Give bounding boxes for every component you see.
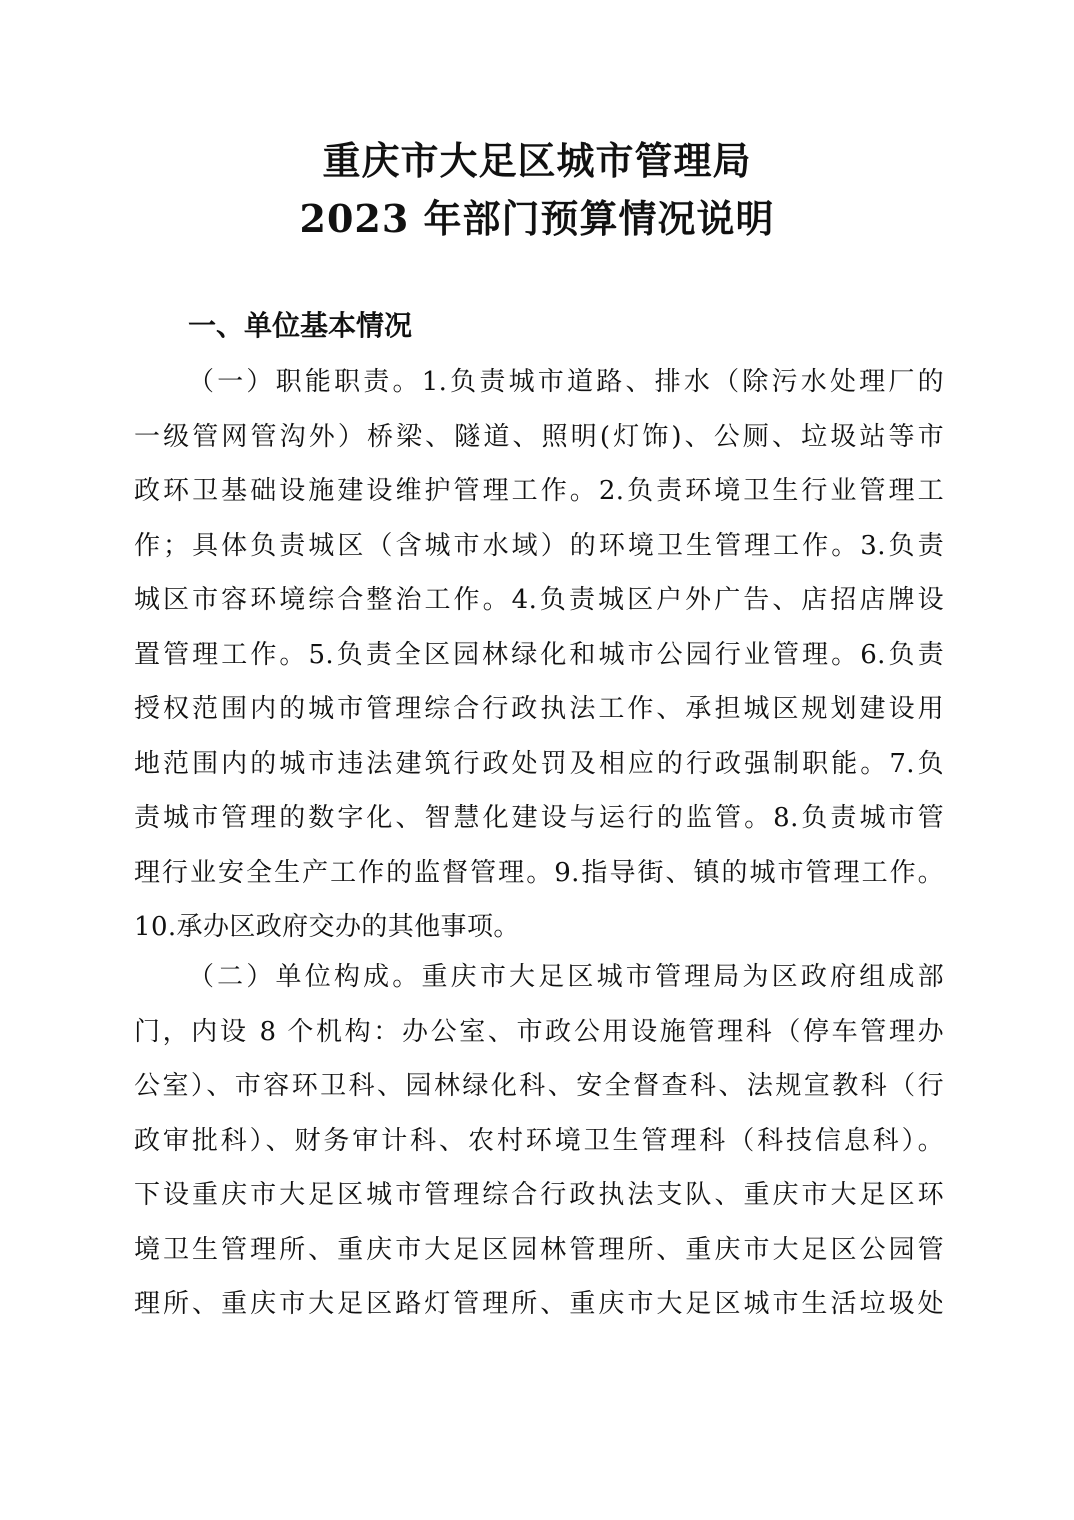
text-line: （一）职能职责。1.负责城市道路、排水（除污水处理厂的	[188, 367, 944, 397]
text-line: 责城市管理的数字化、智慧化建设与运行的监管。8.负责城市管	[134, 803, 944, 833]
paragraph-functions	[134, 355, 944, 955]
text-line: 门，内设 8 个机构：办公室、市政公用设施管理科（停车管理办	[134, 1016, 944, 1047]
section-heading: 一、单位基本情况	[188, 309, 413, 342]
text-line: 置管理工作。5.负责全区园林绿化和城市公园行业管理。6.负责	[134, 639, 944, 670]
text-line: 10.承办区政府交办的其他事项。	[134, 912, 520, 942]
text-line: 理所、重庆市大足区路灯管理所、重庆市大足区城市生活垃圾处	[134, 1289, 944, 1319]
paragraph-composition	[134, 950, 944, 1332]
title-line-1: 重庆市大足区城市管理局	[322, 138, 752, 183]
text-line: 授权范围内的城市管理综合行政执法工作、承担城区规划建设用	[134, 694, 944, 724]
text-line: 下设重庆市大足区城市管理综合行政执法支队、重庆市大足区环	[134, 1180, 944, 1210]
title-line-2: 2023 年部门预算情况说明	[299, 196, 775, 241]
text-line: 政环卫基础设施建设维护管理工作。2.负责环境卫生行业管理工	[134, 476, 944, 506]
text-line: 作；具体负责城区（含城市水域）的环境卫生管理工作。3.负责	[134, 530, 944, 561]
text-line: （二）单位构成。重庆市大足区城市管理局为区政府组成部	[188, 962, 944, 992]
text-line: 一级管网管沟外）桥梁、隧道、照明(灯饰)、公厕、垃圾站等市	[134, 421, 944, 452]
text-line: 城区市容环境综合整治工作。4.负责城区户外广告、店招店牌设	[134, 585, 944, 615]
document-title	[0, 132, 1074, 248]
text-line: 境卫生管理所、重庆市大足区园林管理所、重庆市大足区公园管	[134, 1234, 944, 1265]
text-line: 理行业安全生产工作的监督管理。9.指导街、镇的城市管理工作。	[134, 857, 944, 888]
text-line: 地范围内的城市违法建筑行政处罚及相应的行政强制职能。7.负	[134, 748, 944, 779]
text-line: 政审批科）、财务审计科、农村环境卫生管理科（科技信息科）。	[134, 1125, 944, 1156]
text-line: 公室）、市容环卫科、园林绿化科、安全督查科、法规宣教科（行	[134, 1071, 944, 1101]
